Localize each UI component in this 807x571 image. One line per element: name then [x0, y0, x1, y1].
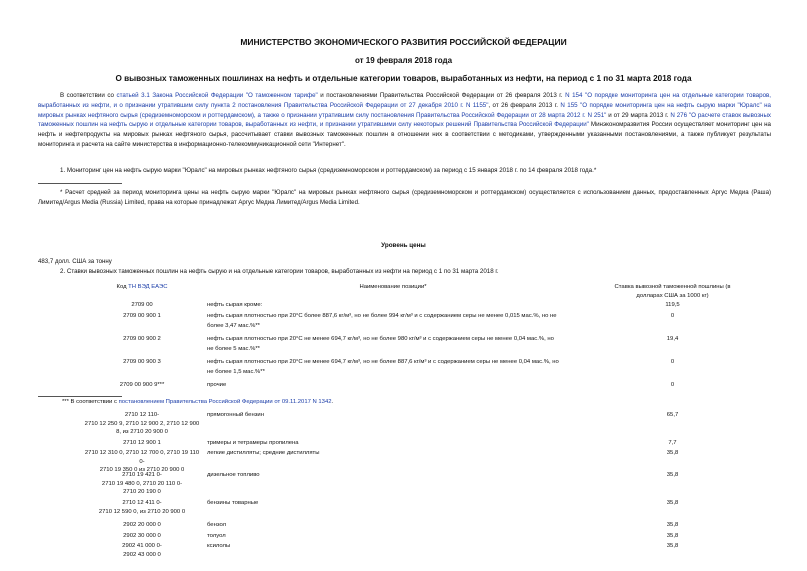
intro-text: В соответствии со: [60, 92, 117, 99]
table-row-rate: 35,8: [666, 543, 679, 549]
intro-text: , от 26 февраля 2013 г.: [488, 101, 561, 109]
table-row-code: 2709 00 900 3: [123, 359, 161, 365]
footnote-3: [62, 398, 333, 408]
table-row-code: 2709 00 900 1: [123, 313, 161, 319]
document-date: от 19 февраля 2018 года: [354, 56, 453, 65]
table-row-name: нефть сырая плотностью при 20°С не менее 694,7 кг/м³, но не более 980 кг/м³ и с содержанием серы не менее 0,04 мас.%, но не более 5 мас.%**: [207, 336, 554, 352]
table-row-name: прочие: [207, 382, 227, 388]
document-title: О вывозных таможенных пошлинах на нефть и отдельные категории товаров, выработанных из нефти, на период с 1 по 31 марта 2018 года: [115, 74, 692, 83]
table-row-code: 2902 20 000 0: [123, 522, 161, 528]
intro-paragraph: [38, 91, 771, 150]
item-1: 1. Мониторинг цен на нефть сырую марки "Юралс" на мировых рынках нефтяного сырья (средиземноморском и роттердамском) за период с 15 января 2018 г. по 14 февраля 2018 года.*: [60, 167, 597, 174]
table-row-name: дизельное топливо: [207, 472, 260, 478]
table-row-rate: 65,7: [666, 412, 679, 418]
table-row-rate: 0: [670, 313, 675, 319]
table-row-code: 2709 00 900 9***: [119, 382, 165, 388]
table-row-name: бензол: [207, 522, 227, 528]
item-2: 2. Ставки вывозных таможенных пошлин на нефть сырую и на отдельные категории товаров, выработанных из нефти на период с 1 по 31 марта 2018 г.: [60, 268, 499, 275]
decree-154-link[interactable]: N 154 "О порядке мониторинга цен на отдельные категории товаров, выработанных из нефти, и о признании утратившим силу пункта 2 постановления Правительства Российской Федерации от 27 декабря 2010 г. N 1155": [38, 92, 772, 109]
table-row-code: 2710 12 110- 2710 12 250 9, 2710 12 900 2, 2710 12 900 8, из 2710 20 900 0: [84, 412, 200, 436]
table-row-rate: 35,8: [666, 533, 679, 539]
column-header-rate: Ставка вывозной таможенной пошлины (в долларах США за 1000 кг): [614, 284, 731, 299]
table-row-code: 2710 12 900 1: [123, 440, 161, 446]
decree-1342-link[interactable]: постановлением Правительства Российской Федерации от 09.11.2017 N 1342: [118, 399, 332, 405]
column-header-code-prefix: Код: [116, 284, 129, 290]
table-row-code: 2710 12 310 0, 2710 12 700 0, 2710 19 110 0- 2710 19 350 0 из 2710 20 900 0: [84, 450, 200, 474]
table-row-code: 2710 12 411 0- 2710 12 590 0, из 2710 20 900 0: [98, 500, 186, 515]
price-level-heading: Уровень цены: [381, 242, 426, 249]
decree-155-link[interactable]: N 155 "О порядке мониторинга цен на нефть сырую марки "Юралс" на мировых рынках нефтяного сырья (средиземноморском и роттердамском), а также о признании утратившим силу постановления Правительства Российской Федерации от 28 марта 2012 г. N 251": [38, 101, 771, 119]
table-row-rate: 0: [670, 382, 675, 388]
table-row-name: тримеры и тетрамеры пропилена: [207, 440, 299, 446]
table-row-name: нефть сырая плотностью при 20°С более 887,6 кг/м³, но не более 994 кг/м³ и с содержанием серы не менее 0,015 мас.%, но не более 3,47 мас.%**: [207, 313, 557, 329]
footnote-1: * Расчет средней за период мониторинга цены на нефть сырую марки "Юралс" на мировых рынках нефтяного сырья (средиземноморском и роттердамском) осуществляется с использованием данных, предоставленных Аргус Медиа (Раша) Лимитед/Argus Media (Russia) Limited, права на которые принадлежат Аргус Медиа Лимитед/Argus Media Limited.: [38, 189, 771, 206]
table-row-code: 2902 30 000 0: [123, 533, 161, 539]
price-level-value: 483,7 долл. США за тонну: [38, 258, 112, 265]
decree-276-link[interactable]: N 276 "О расчете ставок вывозных таможенных пошлин на нефть сырую и отдельные категории товаров, выработанных из нефти, и признании утратившими силу некоторых решений Правительства Российской Федерации": [38, 111, 771, 129]
table-row-rate: 35,8: [666, 450, 679, 456]
footnote-divider: [38, 183, 122, 184]
table-row-name: бензины товарные: [207, 500, 259, 506]
ministry-heading: МИНИСТЕРСТВО ЭКОНОМИЧЕСКОГО РАЗВИТИЯ РОССИЙСКОЙ ФЕДЕРАЦИИ: [240, 37, 567, 47]
column-header-code: [96, 283, 188, 293]
table-row-rate: 35,8: [666, 472, 679, 478]
intro-text: Минэкономразвития России осуществляет мониторинг цен на нефть и нефтепродукты на мировых рынках нефтяного сырья, рассчитывает ставки вывозных таможенных пошлин в отношении них в соответствии с методиками, утвержденными указанными постановлениями, а также публикует результаты мониторинга и расчета на сайте министерства в информационно-телекоммуникационной сети "Интернет".: [38, 121, 771, 148]
footnote-3-prefix: *** В соответствии с: [62, 399, 119, 405]
intro-text: и постановлениями Правительства Российской Федерации от 26 февраля 2013 г.: [317, 92, 566, 99]
table-row-code: 2709 00 900 2: [123, 336, 161, 342]
table-row-code: 2709 00: [131, 302, 153, 308]
table-row-name: толуол: [207, 533, 226, 539]
footnote-3-divider: [38, 396, 122, 397]
table-row-rate: 0: [670, 359, 675, 365]
table-row-code: 2710 19 421 0- 2710 19 480 0, 2710 20 110 0- 2710 20 190 0: [101, 472, 183, 496]
table-row-rate: 7,7: [668, 440, 677, 446]
table-row-rate: 35,8: [666, 522, 679, 528]
table-row-rate: 119,5: [665, 302, 680, 308]
column-header-name: Наименование позиции*: [359, 284, 427, 290]
table-row-code: 2902 41 000 0- 2902 43 000 0: [122, 543, 162, 558]
table-row-name: нефть сырая плотностью при 20°С не менее 694,7 кг/м³, но не более 887,6 кг/м³ и с содержанием серы не менее 0,04 мас.%, но не более 1,5 мас.%**: [207, 359, 559, 375]
table-row-rate: 35,8: [666, 500, 679, 506]
table-row-rate: 19,4: [666, 336, 679, 342]
tn-ved-link[interactable]: ТН ВЭД ЕАЭС: [128, 284, 168, 290]
intro-text: и от 29 марта 2013 г.: [606, 111, 671, 119]
table-row-name: нефть сырая кроме:: [207, 302, 263, 308]
table-row-name: ксилолы: [207, 543, 231, 549]
footnote-3-suffix: .: [331, 399, 334, 405]
table-row-name: прямогонный бензин: [207, 412, 264, 418]
law-link[interactable]: статьей 3.1 Закона Российской Федерации "О таможенном тарифе": [116, 92, 318, 99]
table-row-name: легкие дистилляты; средние дистилляты: [207, 450, 320, 456]
